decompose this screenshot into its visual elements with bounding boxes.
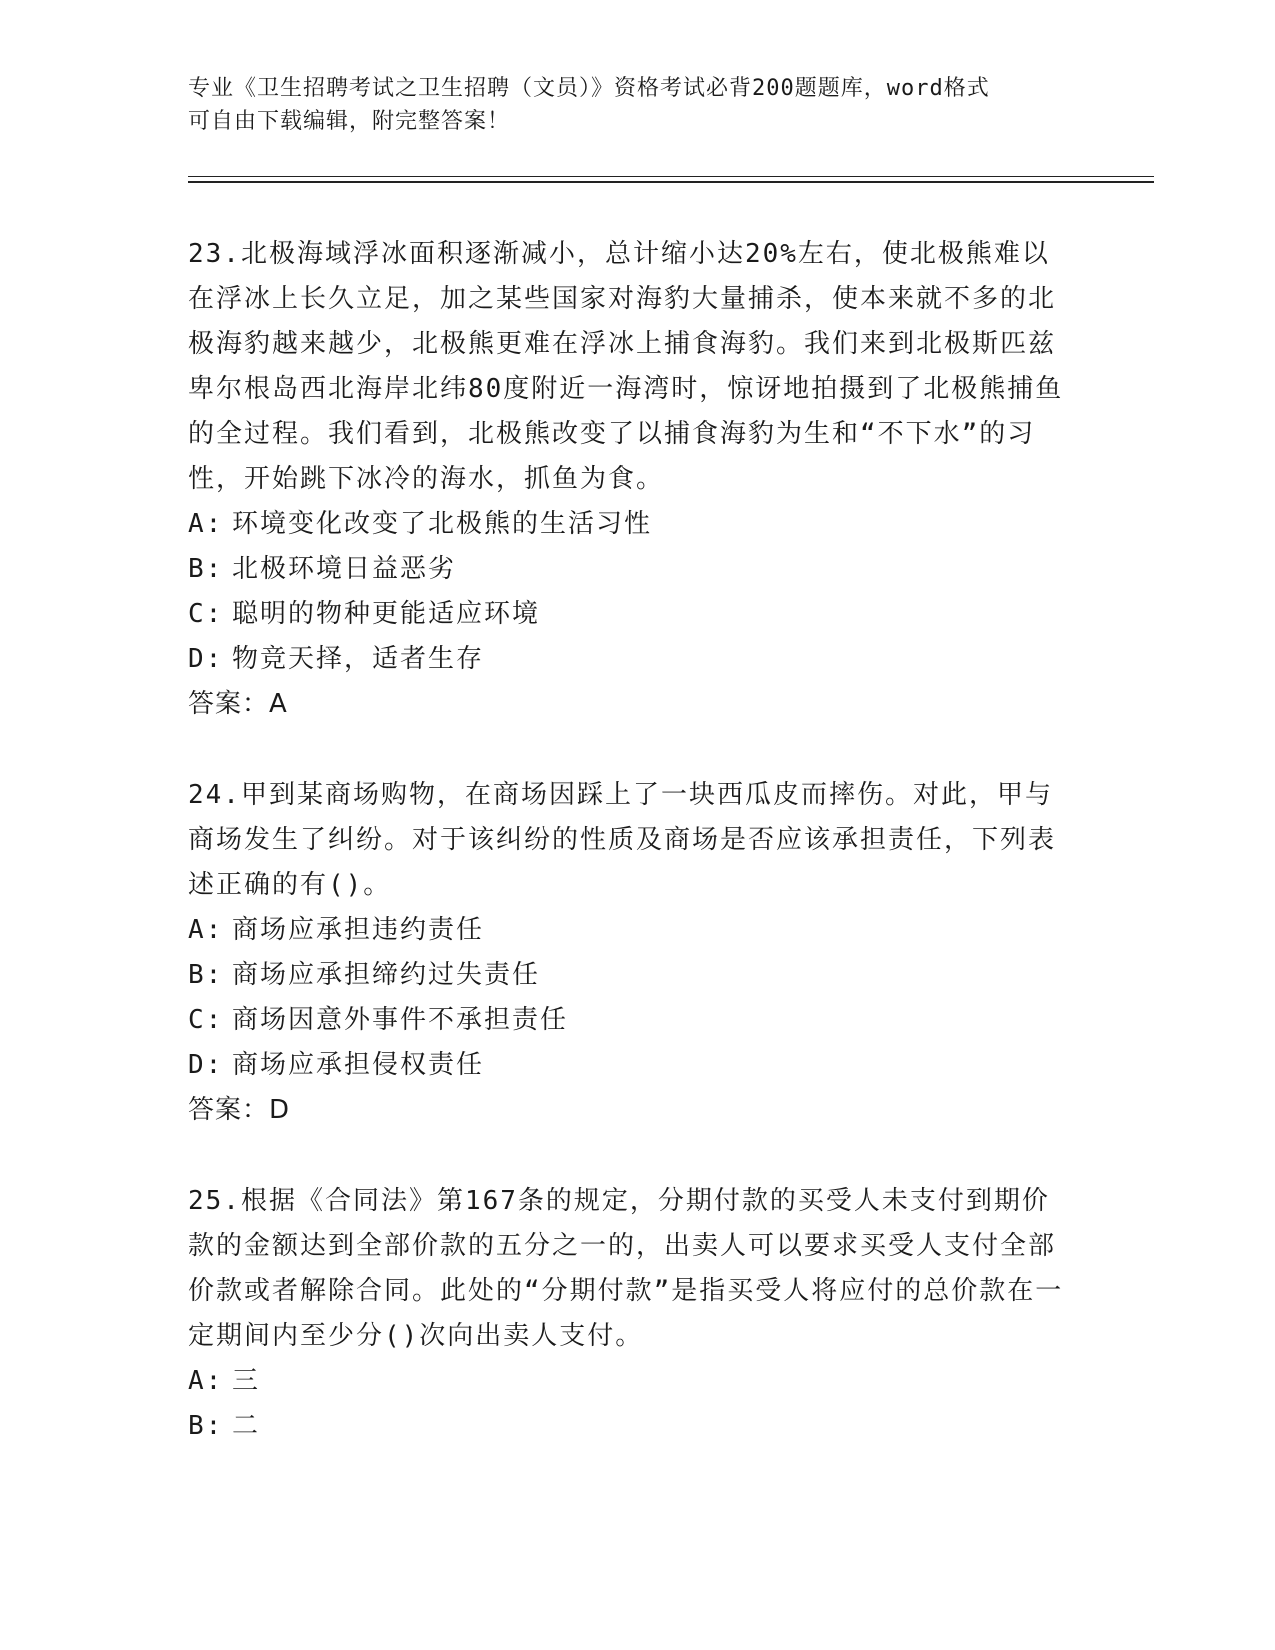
option-d: [188, 1043, 1068, 1088]
option-text: 商场应承担侵权责任: [232, 1050, 485, 1080]
header-line-2: 可自由下载编辑，附完整答案！: [188, 109, 511, 134]
option-text: 物竞天择，适者生存: [232, 644, 485, 674]
option-label: A:: [188, 915, 224, 945]
question-list: [188, 232, 1068, 1495]
option-text: 商场应承担缔约过失责任: [232, 960, 541, 990]
option-a: [188, 502, 1068, 547]
header-divider-thin: [188, 176, 1154, 177]
option-text: 商场应承担违约责任: [232, 915, 485, 945]
option-b: [188, 953, 1068, 998]
answer-line: 答案：A: [188, 689, 288, 719]
question-23: [188, 232, 1068, 727]
question-text: 24.甲到某商场购物，在商场因踩上了一块西瓜皮而摔伤。对此，甲与商场发生了纠纷。对于该纠纷的性质及商场是否应该承担责任，下列表述正确的有()。: [188, 780, 1057, 900]
option-label: B:: [188, 1411, 224, 1441]
option-b: [188, 547, 1068, 592]
option-label: D:: [188, 1050, 224, 1080]
option-text: 二: [232, 1411, 261, 1441]
question-25: [188, 1179, 1068, 1449]
option-label: B:: [188, 554, 224, 584]
option-a: [188, 1359, 1068, 1404]
option-label: D:: [188, 644, 224, 674]
option-label: C:: [188, 1005, 224, 1035]
question-text: 25.根据《合同法》第167条的规定，分期付款的买受人未支付到期价款的金额达到全部价款的五分之一的，出卖人可以要求买受人支付全部价款或者解除合同。此处的“分期付款”是指买受人将应付的总价款在一定期间内至少分()次向出卖人支付。: [188, 1186, 1064, 1351]
option-label: A:: [188, 1366, 224, 1396]
header-line-1: 专业《卫生招聘考试之卫生招聘（文员）》资格考试必背200题题库，word格式: [188, 76, 990, 101]
header-divider-thick: [188, 181, 1154, 183]
option-label: B:: [188, 960, 224, 990]
option-c: [188, 998, 1068, 1043]
answer-line: 答案：D: [188, 1095, 291, 1125]
question-text: 23.北极海域浮冰面积逐渐减小，总计缩小达20%左右，使北极熊难以在浮冰上长久立足，加之某些国家对海豹大量捕杀，使本来就不多的北极海豹越来越少，北极熊更难在浮冰上捕食海豹。我们来到北极斯匹兹卑尔根岛西北海岸北纬80度附近一海湾时，惊讶地拍摄到了北极熊捕鱼的全过程。我们看到，北极熊改变了以捕食海豹为生和“不下水”的习性，开始跳下冰冷的海水，抓鱼为食。: [188, 239, 1064, 494]
option-text: 三: [232, 1366, 261, 1396]
option-text: 北极环境日益恶劣: [232, 554, 457, 584]
option-c: [188, 592, 1068, 637]
option-text: 聪明的物种更能适应环境: [232, 599, 541, 629]
option-label: A:: [188, 509, 224, 539]
option-text: 环境变化改变了北极熊的生活习性: [232, 509, 653, 539]
option-b: [188, 1404, 1068, 1449]
question-24: [188, 773, 1068, 1133]
document-header: [188, 72, 1068, 138]
option-text: 商场因意外事件不承担责任: [232, 1005, 569, 1035]
option-d: [188, 637, 1068, 682]
option-label: C:: [188, 599, 224, 629]
option-a: [188, 908, 1068, 953]
